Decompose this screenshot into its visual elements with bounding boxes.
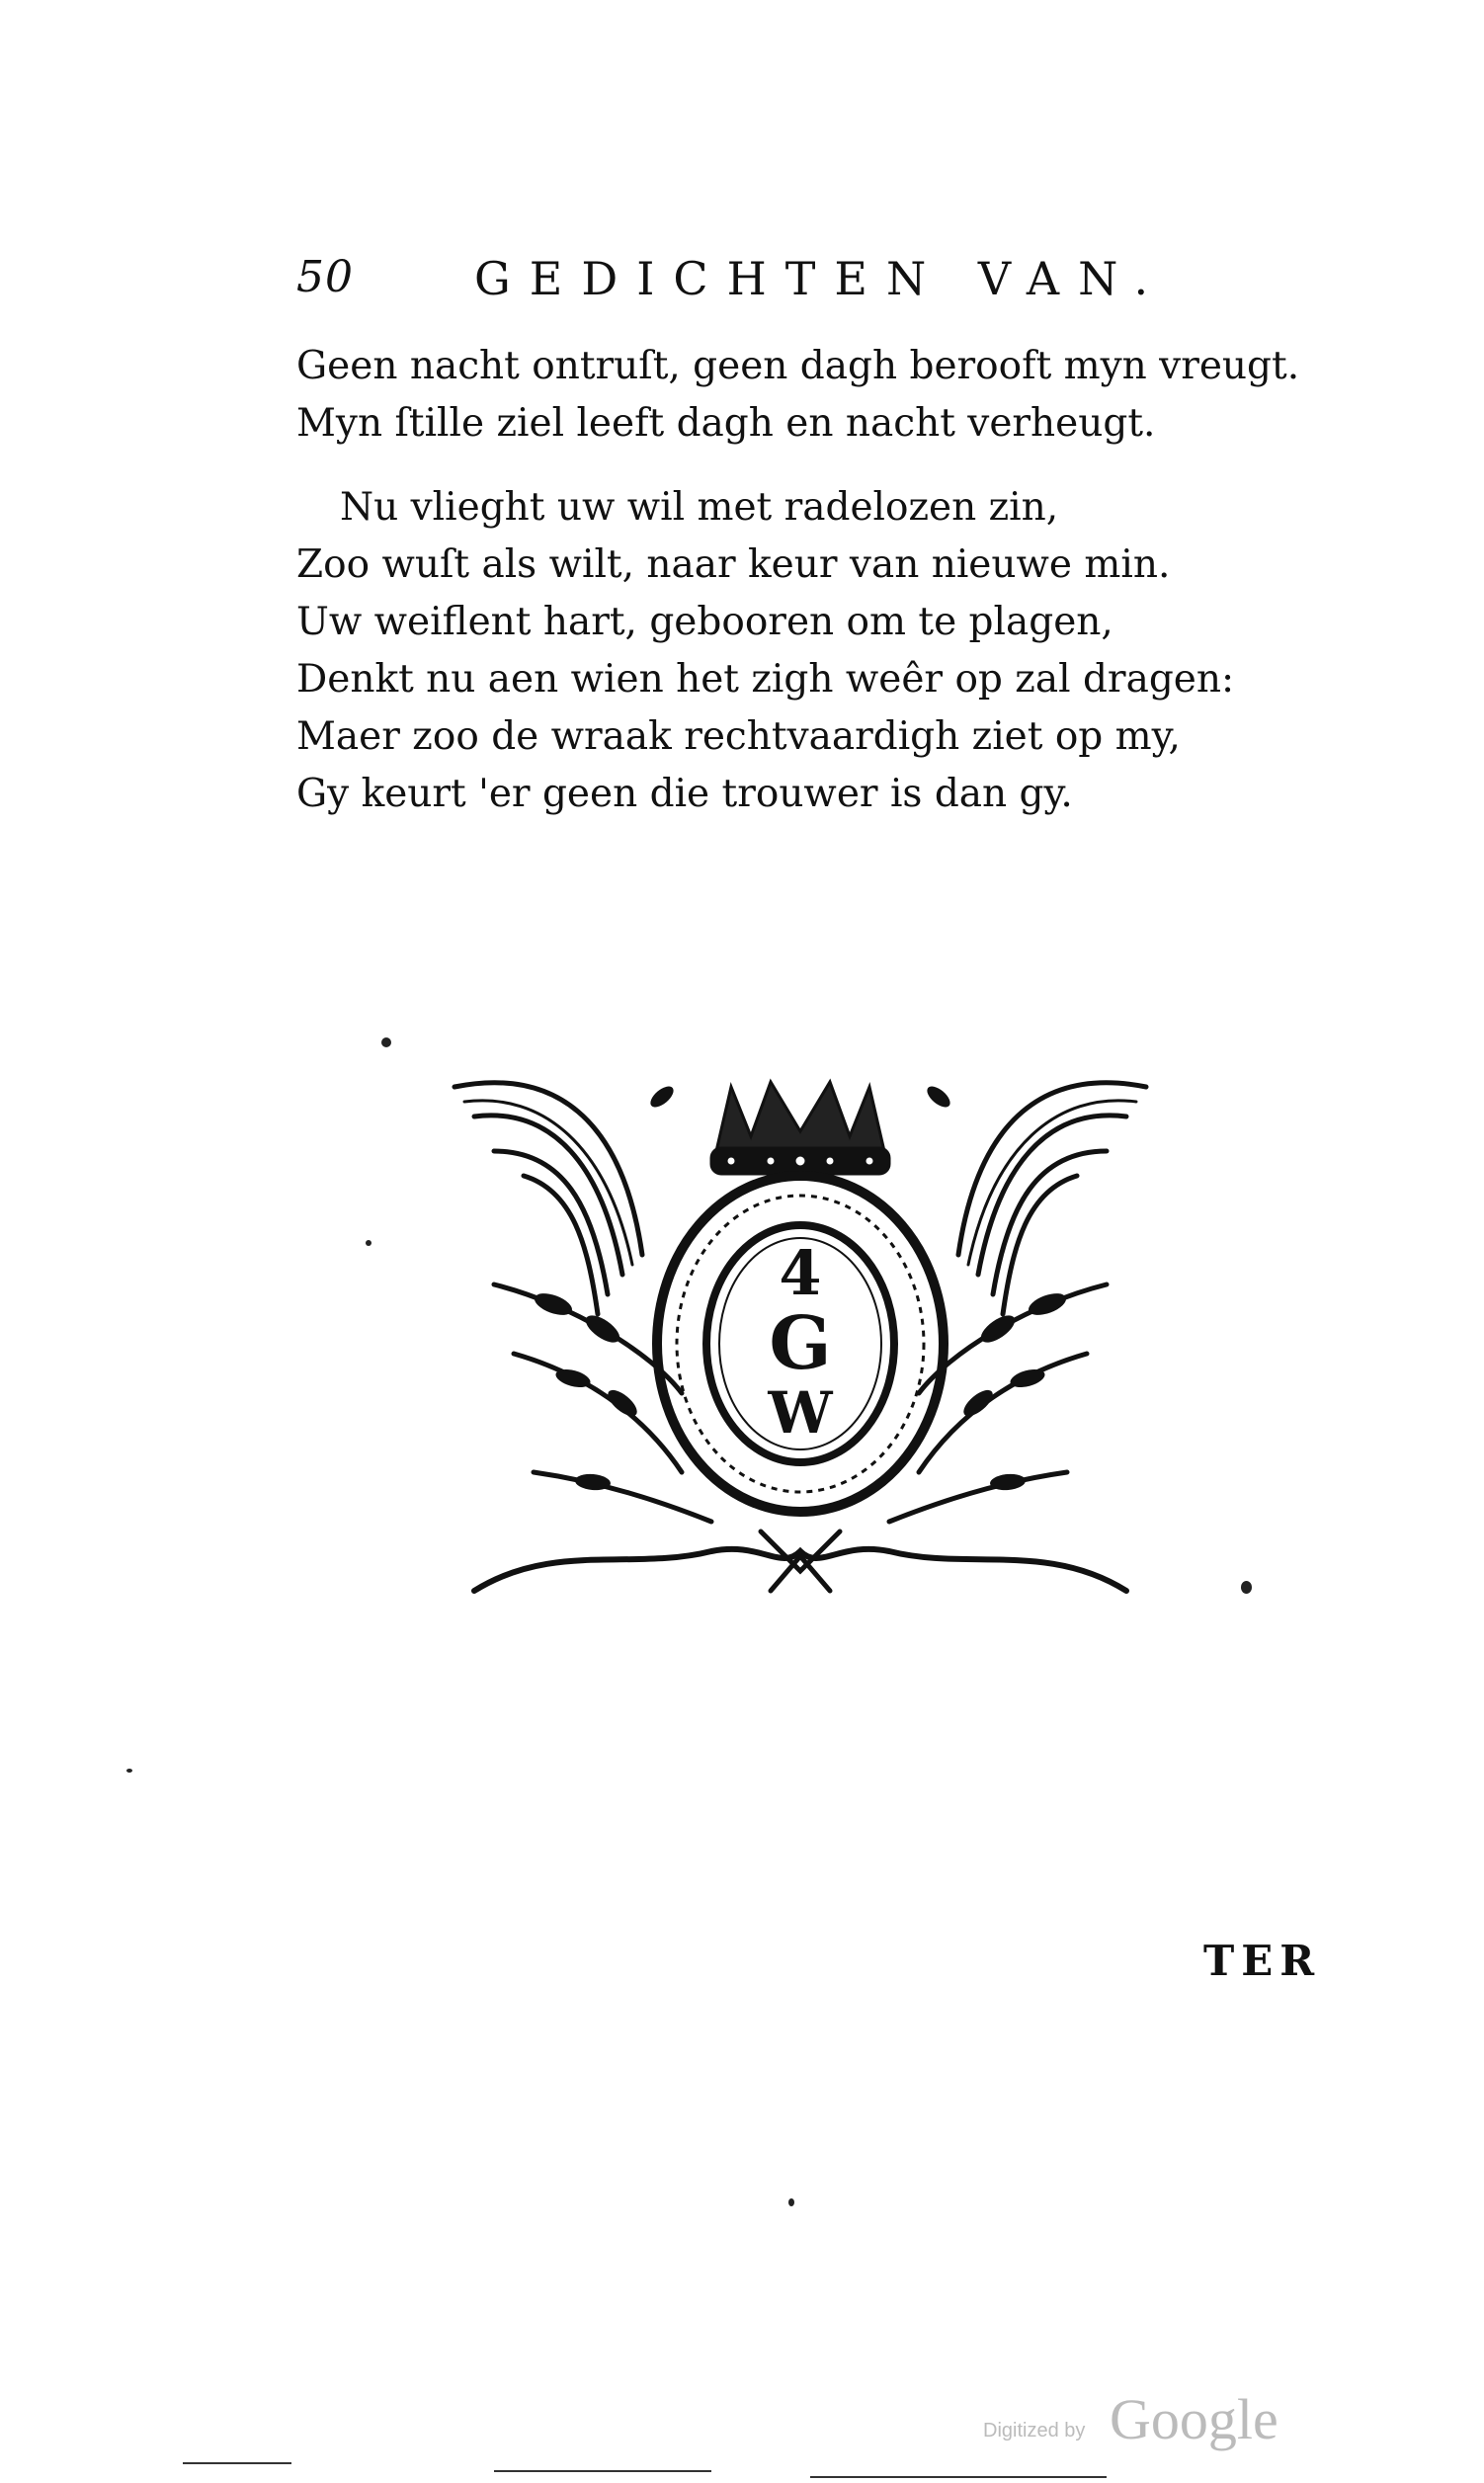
verse-line: Uw weiflent hart, gebooren om te plagen, [296,600,1113,644]
verse-line: Zoo wuſt als wilt, naar keur van nieuwe min. [296,542,1171,587]
watermark-prefix: Digitized by [983,2420,1086,2442]
verse-line: Geen nacht ontruſt, geen dagh berooft myn vreugt. [296,344,1300,388]
verse-line: Nu vlieght uw wil met radelozen zin, [340,485,1059,530]
monogram-top: 4 [779,1237,822,1309]
catchword: TER [1203,1937,1322,1985]
scan-edge-mark [183,2462,291,2464]
scan-edge-mark [810,2476,1107,2478]
monogram-middle: G [769,1301,832,1386]
stanza-1 [296,338,1300,453]
scan-edge-mark [494,2470,711,2472]
scan-speck [126,1769,132,1773]
running-title: GEDICHTEN VAN. [474,252,1168,305]
verse-line: Maer zoo de wraak rechtvaardigh ziet op my, [296,714,1181,759]
scan-speck [788,2198,794,2206]
page-header [296,252,1235,311]
scan-speck [381,1037,391,1047]
printers-ornament [435,1057,1166,1630]
verse-line: Gy keurt 'er geen die trouwer is dan gy. [296,772,1073,816]
page-number: 50 [296,252,354,302]
verse-line: Myn ſtille ziel leeft dagh en nacht verheugt. [296,401,1156,446]
stanza-2 [296,479,1245,823]
scan-speck [366,1240,371,1246]
monogram-bottom: W [768,1379,833,1447]
digitization-watermark [983,2386,1299,2455]
watermark-logo: Google [1110,2387,1278,2451]
verse-line: Denkt nu aen wien het zigh weêr op zal dragen: [296,657,1235,702]
scan-speck [1241,1581,1252,1594]
